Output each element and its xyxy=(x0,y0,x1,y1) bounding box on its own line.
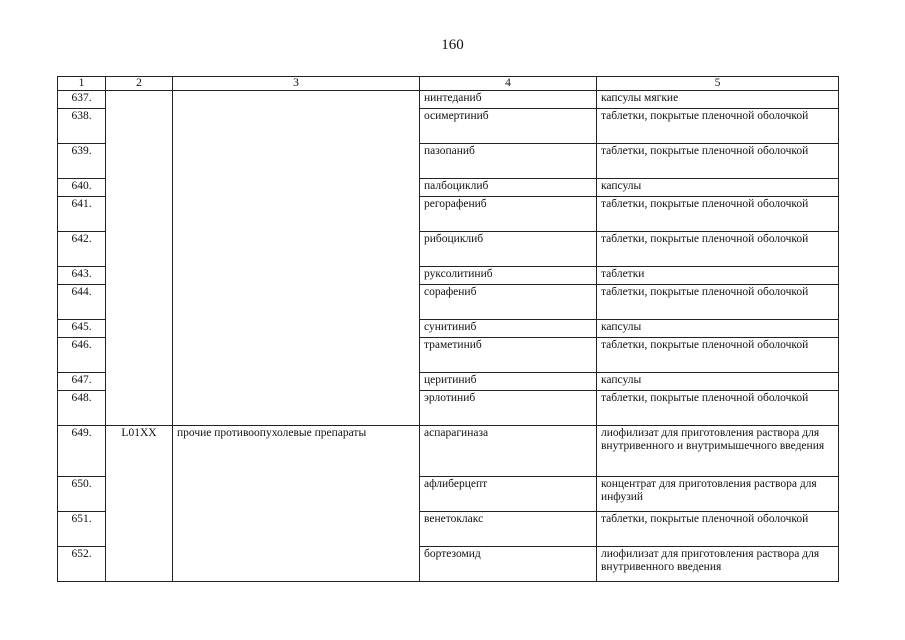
drug-name: эрлотиниб xyxy=(420,390,597,425)
atc-code xyxy=(106,178,173,196)
drug-name: рибоциклиб xyxy=(420,231,597,266)
drug-name: бортезомид xyxy=(420,546,597,581)
atc-code xyxy=(106,372,173,390)
drug-group xyxy=(173,372,420,390)
dosage-form: таблетки, покрытые пленочной оболочкой xyxy=(597,284,839,319)
row-number: 637. xyxy=(58,91,106,109)
drug-name: осимертиниб xyxy=(420,108,597,143)
drug-name: церитиниб xyxy=(420,372,597,390)
dosage-form: лиофилизат для приготовления раствора для внутривенного и внутримышечного введения xyxy=(597,425,839,476)
row-number: 644. xyxy=(58,284,106,319)
table-row xyxy=(58,284,839,319)
table-row xyxy=(58,178,839,196)
table-row xyxy=(58,390,839,425)
dosage-form: таблетки, покрытые пленочной оболочкой xyxy=(597,337,839,372)
drug-group xyxy=(173,91,420,109)
row-number: 647. xyxy=(58,372,106,390)
dosage-form: таблетки, покрытые пленочной оболочкой xyxy=(597,196,839,231)
drug-group xyxy=(173,143,420,178)
table-row xyxy=(58,546,839,581)
atc-code xyxy=(106,476,173,511)
atc-code xyxy=(106,231,173,266)
drug-group: прочие противоопухолевые препараты xyxy=(173,425,420,476)
atc-code xyxy=(106,511,173,546)
atc-code xyxy=(106,266,173,284)
table-row xyxy=(58,91,839,109)
drug-group xyxy=(173,390,420,425)
row-number: 649. xyxy=(58,425,106,476)
atc-code xyxy=(106,284,173,319)
dosage-form: таблетки xyxy=(597,266,839,284)
drug-group xyxy=(173,266,420,284)
drug-group xyxy=(173,178,420,196)
page-number: 160 xyxy=(441,37,464,53)
drug-group xyxy=(173,511,420,546)
row-number: 643. xyxy=(58,266,106,284)
dosage-form: таблетки, покрытые пленочной оболочкой xyxy=(597,143,839,178)
atc-code xyxy=(106,337,173,372)
dosage-form: капсулы xyxy=(597,178,839,196)
atc-code xyxy=(106,143,173,178)
drug-name: афлиберцепт xyxy=(420,476,597,511)
table-row xyxy=(58,337,839,372)
drug-group xyxy=(173,476,420,511)
table-header-row xyxy=(58,77,839,91)
row-number: 639. xyxy=(58,143,106,178)
drug-name: палбоциклиб xyxy=(420,178,597,196)
atc-code xyxy=(106,319,173,337)
row-number: 642. xyxy=(58,231,106,266)
row-number: 646. xyxy=(58,337,106,372)
table-row xyxy=(58,476,839,511)
dosage-form: таблетки, покрытые пленочной оболочкой xyxy=(597,108,839,143)
drug-group xyxy=(173,108,420,143)
table-row xyxy=(58,143,839,178)
atc-code xyxy=(106,91,173,109)
atc-code xyxy=(106,390,173,425)
drug-group xyxy=(173,284,420,319)
dosage-form: капсулы xyxy=(597,319,839,337)
atc-code xyxy=(106,546,173,581)
dosage-form: концентрат для приготовления раствора для инфузий xyxy=(597,476,839,511)
drug-group xyxy=(173,319,420,337)
drug-name: венетоклакс xyxy=(420,511,597,546)
dosage-form: таблетки, покрытые пленочной оболочкой xyxy=(597,390,839,425)
atc-code: L01XX xyxy=(106,425,173,476)
dosage-form: таблетки, покрытые пленочной оболочкой xyxy=(597,231,839,266)
row-number: 641. xyxy=(58,196,106,231)
row-number: 640. xyxy=(58,178,106,196)
table-body xyxy=(58,91,839,582)
table-row xyxy=(58,372,839,390)
atc-code xyxy=(106,108,173,143)
column-header-4: 4 xyxy=(420,77,597,91)
column-header-3: 3 xyxy=(173,77,420,91)
row-number: 650. xyxy=(58,476,106,511)
dosage-form: лиофилизат для приготовления раствора для внутривенного введения xyxy=(597,546,839,581)
row-number: 645. xyxy=(58,319,106,337)
dosage-form: капсулы мягкие xyxy=(597,91,839,109)
drug-group xyxy=(173,337,420,372)
table-row xyxy=(58,425,839,476)
drug-group xyxy=(173,546,420,581)
drug-name: траметиниб xyxy=(420,337,597,372)
dosage-form: таблетки, покрытые пленочной оболочкой xyxy=(597,511,839,546)
column-header-5: 5 xyxy=(597,77,839,91)
row-number: 648. xyxy=(58,390,106,425)
drug-name: нинтеданиб xyxy=(420,91,597,109)
drug-name: руксолитиниб xyxy=(420,266,597,284)
table-row xyxy=(58,319,839,337)
drug-name: сорафениб xyxy=(420,284,597,319)
table-row xyxy=(58,108,839,143)
drug-name: пазопаниб xyxy=(420,143,597,178)
table-row xyxy=(58,231,839,266)
column-header-1: 1 xyxy=(58,77,106,91)
table-row xyxy=(58,511,839,546)
drug-name: регорафениб xyxy=(420,196,597,231)
atc-code xyxy=(106,196,173,231)
table-row xyxy=(58,196,839,231)
row-number: 651. xyxy=(58,511,106,546)
medication-table xyxy=(57,76,839,582)
row-number: 638. xyxy=(58,108,106,143)
drug-name: сунитиниб xyxy=(420,319,597,337)
drug-group xyxy=(173,196,420,231)
table-row xyxy=(58,266,839,284)
drug-group xyxy=(173,231,420,266)
column-header-2: 2 xyxy=(106,77,173,91)
dosage-form: капсулы xyxy=(597,372,839,390)
drug-name: аспарагиназа xyxy=(420,425,597,476)
row-number: 652. xyxy=(58,546,106,581)
